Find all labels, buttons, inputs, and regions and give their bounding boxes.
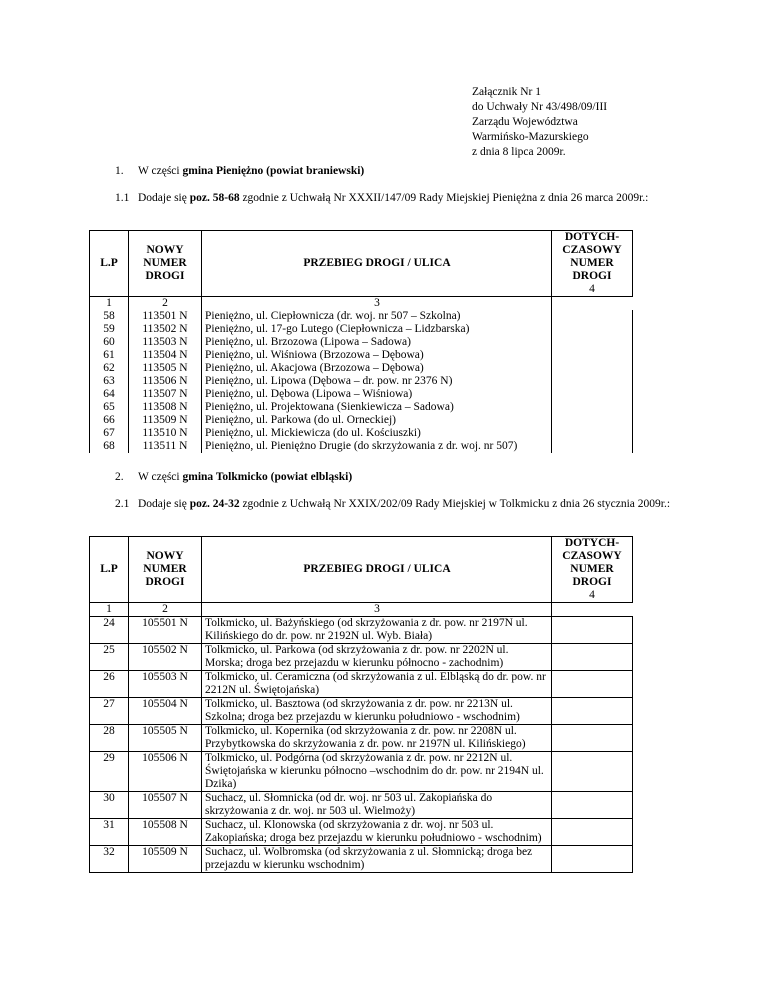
cell-new-number: 105508 N	[129, 819, 202, 846]
cell-new-number: 113504 N	[129, 349, 202, 362]
cell-route: Tolkmicko, ul. Basztowa (od skrzyżowania z dr. pow. nr 2213N ul. Szkolna; droga bez przejazdu w kierunku południowo - wschodnim)	[202, 698, 552, 725]
cell-old-number	[552, 792, 633, 819]
cell-route: Tolkmicko, ul. Podgórna (od skrzyżowania z dr. pow. nr 2212N ul. Świętojańska w kierunku północno –wschodnim do dr. pow. nr 2194N ul. Dzika)	[202, 752, 552, 792]
attachment-line: Załącznik Nr 1	[472, 86, 541, 98]
column-number: 4	[589, 589, 595, 601]
cell-route: Pieniężno, ul. Dębowa (Lipowa – Wiśniowa)	[202, 388, 552, 401]
cell-old-number	[552, 617, 633, 644]
header-new-number: NOWY NUMER DROGI	[129, 231, 202, 297]
table-row	[90, 349, 633, 362]
cell-old-number	[552, 440, 633, 453]
cell-new-number: 113502 N	[129, 323, 202, 336]
cell-new-number: 105502 N	[129, 644, 202, 671]
table-row	[90, 362, 633, 375]
section-1-heading	[115, 164, 364, 179]
table-row	[90, 440, 633, 453]
header-old-number-label: DOTYCH-CZASOWY NUMER DROGI	[562, 537, 622, 588]
cell-lp: 68	[90, 440, 129, 453]
header-lp: L.P	[90, 537, 129, 603]
subsection-2-1	[115, 497, 679, 512]
cell-old-number	[552, 375, 633, 388]
cell-new-number: 105501 N	[129, 617, 202, 644]
cell-lp: 60	[90, 336, 129, 349]
table-row	[90, 388, 633, 401]
cell-old-number	[552, 671, 633, 698]
cell-lp: 62	[90, 362, 129, 375]
column-number: 4	[589, 283, 595, 295]
cell-old-number	[552, 846, 633, 873]
cell-route: Pieniężno, ul. Lipowa (Dębowa – dr. pow. nr 2376 N)	[202, 375, 552, 388]
attachment-line: do Uchwały Nr 43/498/09/III	[472, 101, 608, 113]
subsection-text: zgodnie z Uchwałą Nr XXXII/147/09 Rady Miejskiej Pieniężna z dnia 26 marca 2009r.:	[239, 192, 649, 204]
cell-lp: 27	[90, 698, 129, 725]
cell-route: Tolkmicko, ul. Kopernika (od skrzyżowania z dr. pow. nr 2208N ul. Przybytkowska do skrzyżowania z dr. pow. nr 2197N ul. Kilińskiego)	[202, 725, 552, 752]
cell-route: Tolkmicko, ul. Parkowa (od skrzyżowania z dr. pow. nr 2202N ul. Morska; droga bez przejazdu w kierunku północno - zachodnim)	[202, 644, 552, 671]
cell-lp: 30	[90, 792, 129, 819]
table-row	[90, 671, 633, 698]
section-2-heading	[115, 470, 352, 485]
cell-old-number	[552, 336, 633, 349]
subsection-number: 2.1	[115, 498, 130, 510]
cell-old-number	[552, 427, 633, 440]
table-row	[90, 752, 633, 792]
subsection-prefix: Dodaje się	[138, 192, 190, 204]
column-number: 2	[129, 603, 202, 617]
table-row	[90, 698, 633, 725]
cell-old-number	[552, 310, 633, 323]
column-number: 1	[90, 297, 129, 311]
cell-old-number	[552, 819, 633, 846]
attachment-line: z dnia 8 lipca 2009r.	[472, 146, 566, 158]
subsection-prefix: Dodaje się	[138, 498, 190, 510]
subsection-range: poz. 24-32	[189, 498, 240, 510]
cell-lp: 64	[90, 388, 129, 401]
table-row	[90, 725, 633, 752]
cell-new-number: 105506 N	[129, 752, 202, 792]
cell-route: Pieniężno, ul. Ciepłownicza (dr. woj. nr 507 – Szkolna)	[202, 310, 552, 323]
section-number: 1.	[115, 165, 124, 177]
cell-new-number: 105503 N	[129, 671, 202, 698]
cell-lp: 24	[90, 617, 129, 644]
section-prefix: W części	[138, 165, 183, 177]
cell-new-number: 113508 N	[129, 401, 202, 414]
cell-old-number	[552, 349, 633, 362]
cell-lp: 65	[90, 401, 129, 414]
attachment-line: Warmińsko-Mazurskiego	[472, 131, 589, 143]
column-number: 3	[202, 297, 552, 311]
table-row	[90, 644, 633, 671]
subsection-range: poz. 58-68	[189, 192, 240, 204]
cell-route: Tolkmicko, ul. Ceramiczna (od skrzyżowania z ul. Elbląską do dr. pow. nr 2212N ul. Świętojańska)	[202, 671, 552, 698]
header-old-number	[552, 537, 633, 603]
cell-new-number: 113511 N	[129, 440, 202, 453]
cell-lp: 66	[90, 414, 129, 427]
cell-lp: 29	[90, 752, 129, 792]
table-row	[90, 310, 633, 323]
cell-new-number: 113501 N	[129, 310, 202, 323]
table-row	[90, 792, 633, 819]
section-title: gmina Tolkmicko (powiat elbląski)	[182, 471, 353, 483]
cell-route: Pieniężno, ul. Parkowa (do ul. Orneckiej)	[202, 414, 552, 427]
cell-new-number: 105504 N	[129, 698, 202, 725]
subsection-number: 1.1	[115, 192, 130, 204]
column-number: 3	[202, 603, 552, 617]
header-route: PRZEBIEG DROGI / ULICA	[202, 231, 552, 297]
cell-old-number	[552, 698, 633, 725]
subsection-1-1	[115, 191, 679, 206]
cell-new-number: 105507 N	[129, 792, 202, 819]
table-row	[90, 617, 633, 644]
table-body	[90, 603, 633, 873]
cell-lp: 26	[90, 671, 129, 698]
column-number: 1	[90, 603, 129, 617]
header-lp: L.P	[90, 231, 129, 297]
cell-old-number	[552, 752, 633, 792]
section-title: gmina Pieniężno (powiat braniewski)	[182, 165, 365, 177]
cell-lp: 32	[90, 846, 129, 873]
cell-lp: 63	[90, 375, 129, 388]
cell-lp: 61	[90, 349, 129, 362]
cell-lp: 31	[90, 819, 129, 846]
cell-old-number	[552, 362, 633, 375]
table-row	[90, 427, 633, 440]
cell-old-number	[552, 725, 633, 752]
cell-route: Pieniężno, ul. Brzozowa (Lipowa – Sadowa)	[202, 336, 552, 349]
cell-new-number: 113503 N	[129, 336, 202, 349]
header-old-number	[552, 231, 633, 297]
roads-table-pieniezno	[89, 230, 633, 453]
cell-lp: 59	[90, 323, 129, 336]
roads-table-tolkmicko	[89, 536, 633, 873]
cell-route: Pieniężno, ul. Wiśniowa (Brzozowa – Dębowa)	[202, 349, 552, 362]
cell-new-number: 113509 N	[129, 414, 202, 427]
subsection-text: zgodnie z Uchwałą Nr XXIX/202/09 Rady Miejskiej w Tolkmicku z dnia 26 stycznia 2009r.:	[239, 498, 671, 510]
cell-new-number: 113507 N	[129, 388, 202, 401]
header-new-number: NOWY NUMER DROGI	[129, 537, 202, 603]
header-route: PRZEBIEG DROGI / ULICA	[202, 537, 552, 603]
header-old-number-label: DOTYCH-CZASOWY NUMER DROGI	[562, 231, 622, 282]
cell-lp: 67	[90, 427, 129, 440]
table-row	[90, 846, 633, 873]
cell-route: Pieniężno, ul. 17-go Lutego (Ciepłownicza – Lidzbarska)	[202, 323, 552, 336]
cell-old-number	[552, 401, 633, 414]
cell-new-number: 113506 N	[129, 375, 202, 388]
cell-old-number	[552, 388, 633, 401]
section-prefix: W części	[138, 471, 183, 483]
table-row	[90, 819, 633, 846]
cell-new-number: 105509 N	[129, 846, 202, 873]
table-row	[90, 414, 633, 427]
table-row	[90, 401, 633, 414]
table-body	[90, 297, 633, 454]
cell-route: Suchacz, ul. Klonowska (od skrzyżowania z dr. woj. nr 503 ul. Zakopiańska; droga bez przejazdu w kierunku południowo - wschodnim)	[202, 819, 552, 846]
cell-old-number	[552, 414, 633, 427]
cell-lp: 58	[90, 310, 129, 323]
cell-new-number: 113510 N	[129, 427, 202, 440]
cell-new-number: 113505 N	[129, 362, 202, 375]
cell-lp: 28	[90, 725, 129, 752]
cell-route: Suchacz, ul. Słomnicka (od dr. woj. nr 503 ul. Zakopiańska do skrzyżowania z dr. woj. nr 503 ul. Wielmoży)	[202, 792, 552, 819]
cell-lp: 25	[90, 644, 129, 671]
cell-route: Pieniężno, ul. Pieniężno Drugie (do skrzyżowania z dr. woj. nr 507)	[202, 440, 552, 453]
table-row	[90, 336, 633, 349]
cell-old-number	[552, 323, 633, 336]
section-number: 2.	[115, 471, 124, 483]
cell-route: Tolkmicko, ul. Bażyńskiego (od skrzyżowania z dr. pow. nr 2197N ul. Kilińskiego do dr. pow. nr 2192N ul. Wyb. Biała)	[202, 617, 552, 644]
attachment-line: Zarządu Województwa	[472, 116, 578, 128]
cell-new-number: 105505 N	[129, 725, 202, 752]
column-number: 2	[129, 297, 202, 311]
cell-route: Pieniężno, ul. Mickiewicza (do ul. Kościuszki)	[202, 427, 552, 440]
table-row	[90, 323, 633, 336]
table-row	[90, 375, 633, 388]
cell-route: Pieniężno, ul. Akacjowa (Brzozowa – Dębowa)	[202, 362, 552, 375]
attachment-header	[472, 85, 607, 160]
cell-route: Suchacz, ul. Wolbromska (od skrzyżowania z ul. Słomnicką; droga bez przejazdu w kierunku wschodnim)	[202, 846, 552, 873]
cell-route: Pieniężno, ul. Projektowana (Sienkiewicza – Sadowa)	[202, 401, 552, 414]
cell-old-number	[552, 644, 633, 671]
